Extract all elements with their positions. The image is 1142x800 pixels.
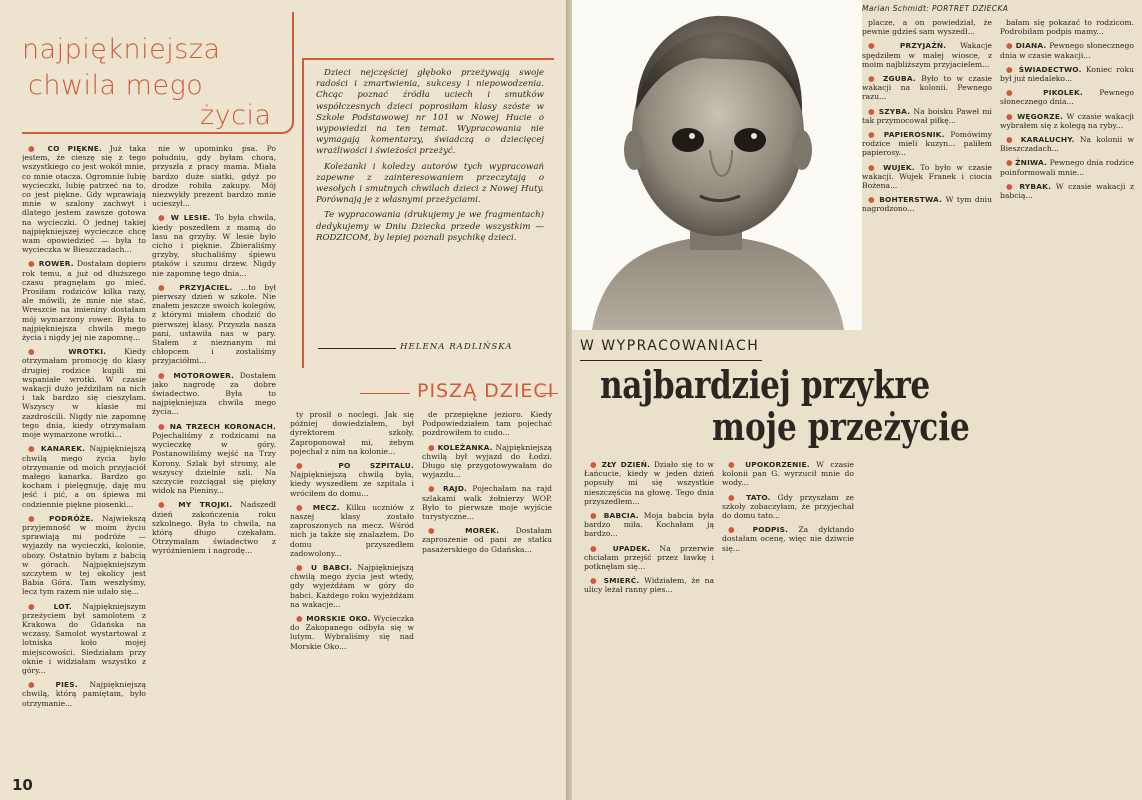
section-rule [540,393,558,394]
essay-paragraph: ● ZGUBA. Było to w czasie wakacji na kolonii. Pewnego razu... [862,74,992,102]
kicker-rule [580,360,762,361]
essay-paragraph: ● WUJEK. To było w czasie wakacji. Wujek Franek i ciocia Bożena... [862,162,992,191]
heading-line-3: życia [200,100,272,131]
essay-paragraph: ● UPOKORZENIE. W czasie kolonii pan G. wyrzucił mnie do wody... [722,460,854,488]
intro-author: HELENA RADLIŃSKA [400,342,513,352]
running-head: Marian Schmidt: PORTRET DZIECKA [862,4,1009,13]
essay-paragraph: ● KANAREK. Najpiękniejszą chwilą mego życia było otrzymanie od moich przyjaciół małego kanarka. Bardzo go kocham i pielęgnuję, daję mu jeść i pić, a on śpiewa mi codziennie piękne piosenki... [22,444,146,509]
essay-paragraph: ● MOTOROWER. Dostałem jako nagrodę za dobre świadectwo. Była to najpiękniejsza chwila mego życia... [152,370,276,417]
essay-paragraph: ● ŚWIADECTWO. Koniec roku był już niedaleko... [1000,64,1134,84]
essay-paragraph: ty prosił o noclegi. Jak się później dowiedziałem, był dyrektorem szkoły. Zaproponował mi, żebym pojechał z nim na kolonie... [290,410,414,456]
essay-paragraph: ● UPADEK. Na przerwie chciałam przejść przez ławkę i potknęłam się... [584,543,714,572]
right-page [572,0,1142,800]
essay-paragraph: ● ŻNIWA. Pewnego dnia rodzice poinformowali mnie... [1000,158,1134,177]
essay-paragraph: ● NA TRZECH KORONACH. Pojechaliśmy z rodzicami na wycieczkę w góry. Postanowiliśmy wejść na Trzy Korony. Szlak był stromy, ale wszyscy dzielnie szli. Na szczycie rozciągał się piękny widok na Pieniny... [152,421,276,496]
essay-paragraph: ● BOHTERSTWA. W tym dniu nagrodzono... [862,195,992,214]
essay-paragraph: ● KOLEŻANKA. Najpiękniejszą chwilą był wyjazd do Łodzi. Długo się przygotowywałam do wyjazdu... [422,442,552,480]
essay-paragraph: ● CO PIĘKNE. Już taka jestem, że cieszę się z tego wszystkiego co jest wokół mnie, co mnie otacza. Ogromnie lubię wycieczki, lubię patrzeć na to, co jest piękne. Gdy wprawiają mnie w szalony zachwyt i dlatego jestem zawsze gotowa na wycieczki. O jednej takiej najpiękniejszej wycieczce chcę wam opowiedzieć — była to wycieczka w Bieszczadach... [22,144,146,255]
child-portrait-illustration [572,0,862,330]
essay-paragraph: ● PIES. Najpiękniejszą chwilą, którą pamiętam, było otrzymanie... [22,680,146,708]
right-col-3 [1000,18,1134,788]
essay-paragraph: ● MY TROJKI. Nadszedł dzień zakończenia roku szkolnego. Była to chwila, na którą długo czekałam. Otrzymałam świadectwo z wyróżnieniem i nagrodę... [152,500,276,556]
essay-paragraph: ● W LESIE. To była chwila, kiedy poszedłem z mamą do lasu na grzyby. W lesie było cicho i pięknie. Zbieraliśmy grzyby, słuchaliśmy śpiewu ptaków i szumu drzew. Nigdy nie zapomnę tego dnia... [152,213,276,278]
essay-paragraph: bałam się pokazać to rodzicom. Podrobiłam podpis mamy... [1000,18,1134,37]
intro-text [316,68,544,248]
essay-paragraph: ● TATO. Gdy przyszłam ze szkoły zobaczyłam, że przyjechał do domu tato... [722,492,854,521]
essay-paragraph: ● PO SZPITALU. Najpiękniejszą chwilą była, kiedy wyszedłem ze szpitala i wróciłem do domu... [290,461,414,498]
essay-paragraph: de przepiękne jezioro. Kiedy Podpowiedziałem tam pojechać pozdrowiłem to cudo... [422,410,552,438]
left-col-2 [152,144,276,784]
child-portrait-photo [572,0,862,330]
article-kicker: W WYPRACOWANIACH [580,338,760,354]
intro-box [302,58,554,368]
essay-paragraph: ● SZYBA. Na boisku Paweł mi tak przymocował piłkę... [862,106,992,125]
essay-paragraph: ● ZŁY DZIEŃ. Działo się to w Łańcucie, kiedy w jeden dzień popsuły mi się wszystkie nieszczęścia na głowę. Tego dnia przyszedłem... [584,460,714,506]
article-title-line-1: najbardziej przykre [600,362,930,407]
section-rule [360,393,410,394]
left-col-4 [422,410,552,786]
author-rule [318,348,396,349]
intro-paragraph: Te wypracowania (drukujemy je we fragmentach) dedykujemy w Dniu Dziecka przede wszystkim — RODZICOM, by lepiej poznali psychikę dzieci. [316,210,544,243]
left-heading [22,12,297,136]
essay-paragraph: placze, a on powiedział, że pewnie gdzieś sam wyszedł... [862,18,992,37]
essay-paragraph: ● PIKOLEK. Pewnego słonecznego dnia... [1000,88,1134,107]
essay-paragraph: ● PRZYJACIEL. ...to był pierwszy dzień w szkole. Nie znałem jeszcze swoich kolegów, z którymi miałem chodzić do pierwszej klasy. Przyszła nasza pani, ustawiła nas w pary. Stałem z nieznanym mi chłopcem i zostaliśmy przyjaciółmi... [152,282,276,366]
heading-line-2: chwila mego [28,70,204,101]
left-page [0,0,566,800]
left-col-1 [22,144,146,784]
essay-paragraph: ● ROWER. Dostałam dopiero rok temu, a już od dłuższego czasu pragnęłam go mieć. Prosiłam rodziców kilka razy, ale mówili, że mnie nie stać. Wreszcie na imieniny dostałam mój wymarzony rower. Była to najpiękniejsza chwila mego życia i nigdy jej nie zapomnę... [22,259,146,343]
right-col-1b [722,460,854,790]
essay-paragraph: ● MORSKIE OKO. Wycieczka do Zakopanego odbyła się w lutym. Wybraliśmy się nad Morskie Oko... [290,614,414,651]
page-number: 10 [12,776,33,794]
essay-paragraph: ● KARALUCHY. Na kolonii w Bieszczadach... [1000,135,1134,154]
essay-paragraph: ● SMIERĆ. Widziałem, że na ulicy leżał ranny pies... [584,576,714,595]
right-col-1 [584,460,714,790]
intro-paragraph: Koleżanki i koledzy autorów tych wypracowań zapewne z zainteresowaniem przeczytają o wesołych i smutnych chwilach dzieci z Nowej Huty. Porównają je z własnymi przeżyciami. [316,161,544,206]
article-title-line-2: moje przeżycie [712,404,970,449]
intro-paragraph: Dzieci nejczęściej głęboko przeżywają swoje radości i zmartwienia, sukcesy i niepowodzenia. Chcąc poznać źródła uciech i smutków współczesnych dzieci poprosiłam klasy szóste w Szkole Podstawowej nr 101 w Nowej Hucie o wypowiedzi na ten temat. Wypracowania nie wymagają komentarzy, świadczą o dziecięcej wrażliwości i świeżości przeżyć. [316,68,544,157]
left-col-3 [290,410,414,786]
heading-line-1: najpiękniejsza [22,34,221,65]
essay-paragraph: ● RYBAK. W czasie wakacji z babcią... [1000,181,1134,201]
essay-paragraph: ● PRZYJAŹŃ. Wakacje spędziłem w małej wiosce, z moim najbliższym przyjacielem... [862,41,992,69]
essay-paragraph: ● PAPIEROSNIK. Pomówimy rodzice mieli kuzyn... paliłem papierosy... [862,130,992,158]
essay-paragraph: ● RAJD. Pojechałam na rajd szlakami walk żołnierzy WOP. Było to pierwsze moje wyjście turystyczne... [422,484,552,522]
essay-paragraph: ● LOT. Najpiękniejszym przeżyciem był samolotem z Krakowa do Gdańska na wczasy. Samolot wystartował z lotniska koło mojej miejscowości. Siedziałam przy oknie i widziałam wszystko z góry... [22,601,146,675]
section-label: PISZĄ DZIECI [417,380,555,402]
essay-paragraph: ● PODPIS. Za dyktando dostałam ocenę, więc nie dziwcie się... [722,525,854,553]
essay-paragraph: ● DIANA. Pewnego słonecznego dnia w czasie wakacji... [1000,41,1134,60]
essay-paragraph: ● U BABCI. Najpiękniejszą chwilą mego życia jest wtedy, gdy wyjeżdżam w góry do babci. Każdego roku wyjeżdżam na wakacje... [290,563,414,609]
essay-paragraph: ● PODRÓŻE. Najwiekszą przyjemność w moim życiu sprawiają mi podróże — wyjazdy na wycieczki, kolonie, obozy. Ostatnio byłam z babcią w górach. Najpiękniejszym szczytem w tej okolicy jest Babia Góra. Tam weszłyśmy, lecz tym razem nie udało się... [22,513,146,597]
essay-paragraph: nie w upominku psa. Po południu, gdy byłam chora, przyszła z pracy mama. Miała bardzo duże siatki, gdyż po drodze robiła zakupy. Mój niezwykły prezent bardzo mnie ucieszył... [152,144,276,209]
essay-paragraph: ● BABCIA. Moja babcia była bardzo miła. Kochałam ją bardzo... [584,511,714,539]
essay-paragraph: ● WĘGORZE. W czasie wakacji wybrałem się z kolegą na ryby... [1000,111,1134,130]
essay-paragraph: ● WROTKI. Kiedy otrzymałam promocję do klasy drugiej rodzice kupili mi wspaniałe wrotki. W czasie wakacji dużo jeździłam na nich i tak bardzo się cieszyłam. Wszyscy w klasie mi zazdrościli. Nigdy nie zapomnę tego dnia, kiedy otrzymałam moje wymarzone wrotki... [22,347,146,440]
essay-paragraph: ● MOREK. Dostałam zaproszenie od pani ze statku pasażerskiego do Gdańska... [422,526,552,554]
essay-paragraph: ● MECZ. Kilku uczniów z naszej klasy zostało zaproszonych na mecz. Wśród nich ja także się znalazłem. Do domu przyszedłem zadowolony... [290,502,414,558]
